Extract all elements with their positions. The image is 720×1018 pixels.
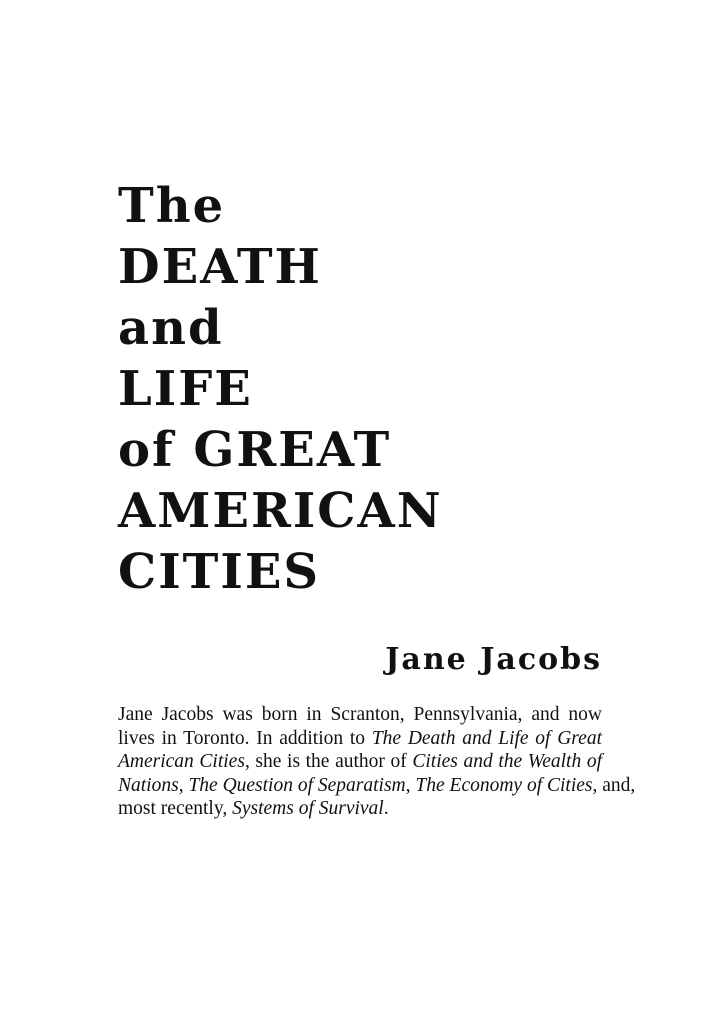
bio-text: ,: [405, 774, 416, 796]
title-line-2: DEATH: [118, 239, 322, 295]
bio-line-4: [118, 774, 636, 798]
book-title-italic: The Question of Separatism: [188, 774, 406, 796]
book-title-italic: The Economy of Cities: [415, 774, 593, 796]
bio-text: ,: [178, 774, 189, 796]
title-line-6: AMERICAN: [118, 483, 443, 539]
title-line-4: LIFE: [118, 361, 253, 417]
book-title-italic: American Cities: [118, 751, 245, 772]
bio-text: most recently,: [118, 798, 233, 819]
bio-text: Jane Jacobs was born in Scranton, Pennsylvania, and now: [118, 704, 602, 725]
book-title-italic: Systems of Survival: [232, 798, 384, 819]
title-line-7: CITIES: [118, 544, 321, 600]
bio-line-1: [118, 703, 602, 727]
book-title-italic: Nations: [118, 774, 179, 796]
title-line-3: and: [118, 300, 224, 356]
title-line-5: of GREAT: [118, 422, 392, 478]
bio-line-2: [118, 727, 602, 751]
bio-text: .: [383, 798, 389, 819]
bio-line-3: [118, 750, 602, 774]
book-title: [118, 176, 638, 603]
title-line-1: The: [118, 178, 226, 234]
bio-text: , she is the author of: [244, 751, 413, 772]
author-bio: [118, 703, 636, 821]
bio-line-5: [118, 797, 602, 821]
author-name: Jane Jacobs: [385, 642, 602, 677]
bio-text: , and,: [592, 774, 636, 796]
bio-text: lives in Toronto. In addition to: [118, 727, 372, 749]
book-title-italic: The Death and Life of Great: [371, 727, 602, 749]
book-title-italic: Cities and the Wealth of: [412, 751, 602, 772]
